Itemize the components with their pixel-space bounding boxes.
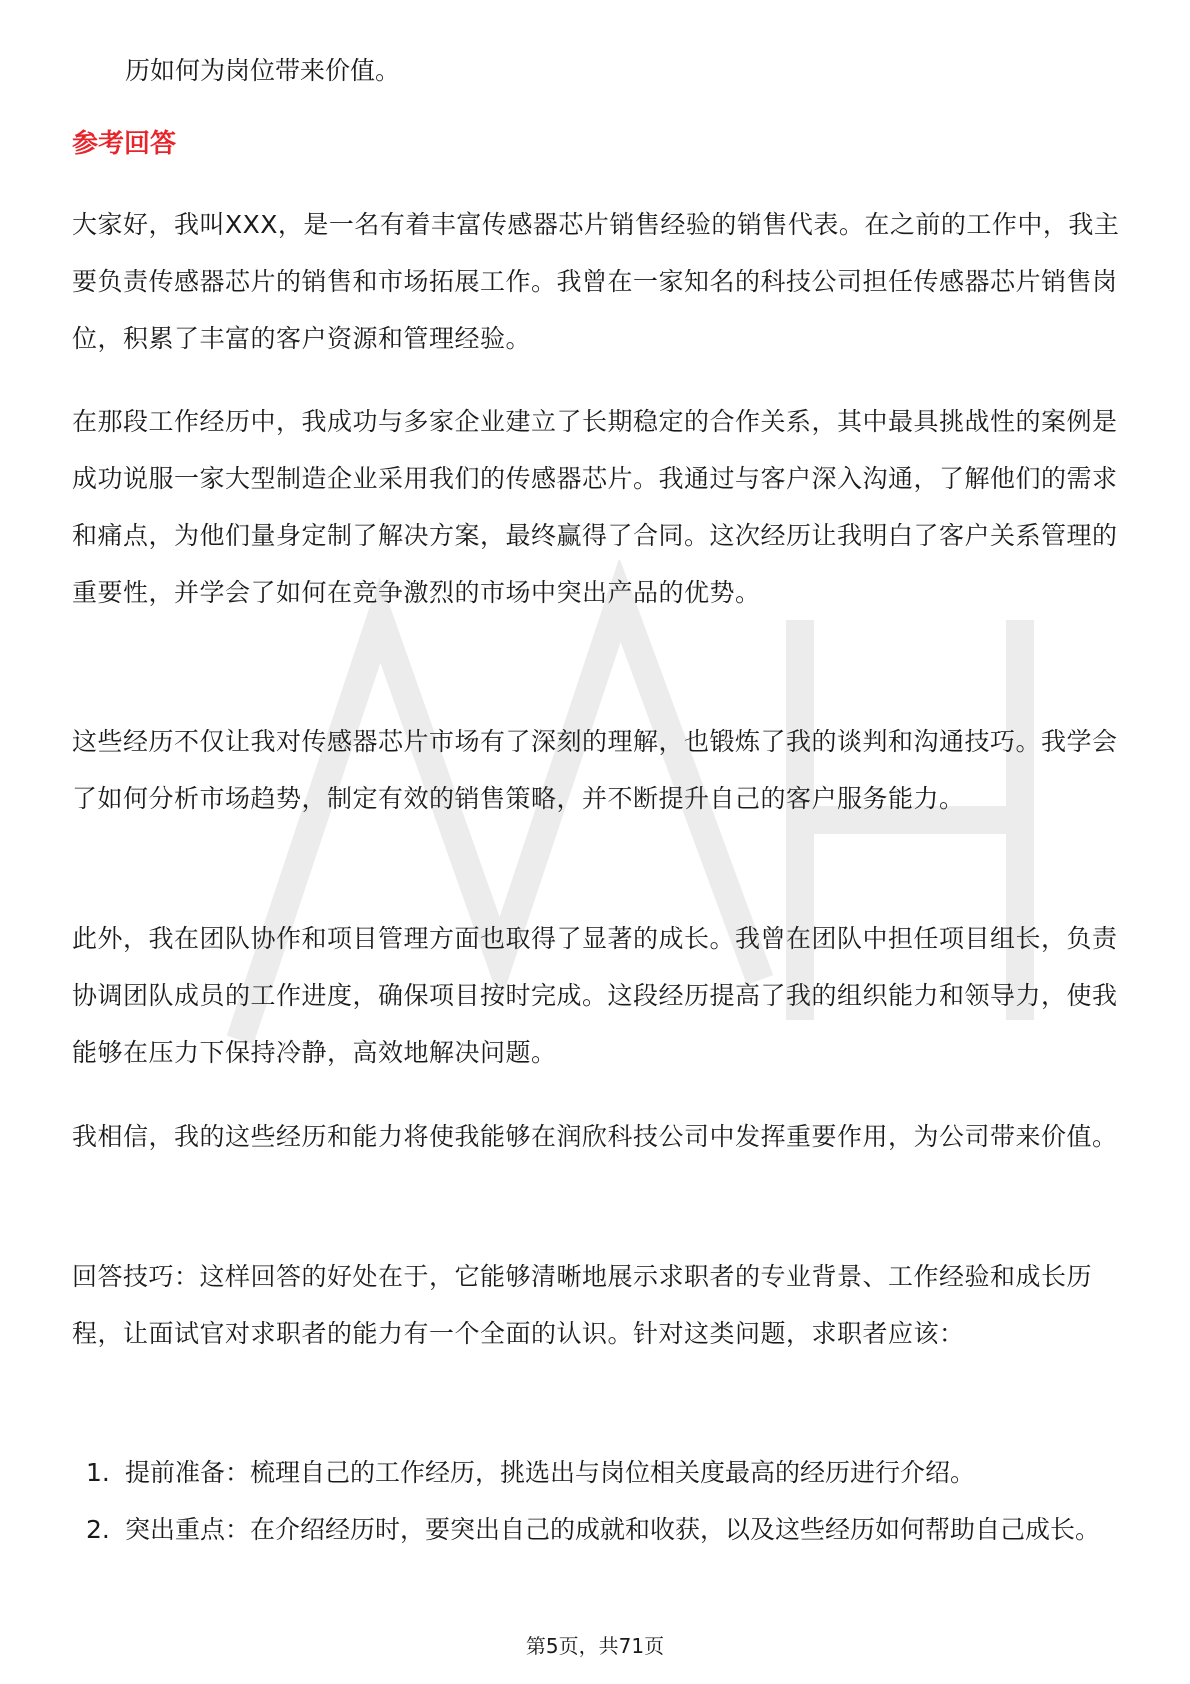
paragraph-skills: 这些经历不仅让我对传感器芯片市场有了深刻的理解，也锻炼了我的谈判和沟通技巧。我学会了如何分析市场趋势，制定有效的销售策略，并不断提升自己的客户服务能力。 xyxy=(72,727,1118,813)
list-item xyxy=(72,1501,1122,1558)
list-item-number: 1. xyxy=(86,1458,110,1487)
list-item-text: 提前准备：梳理自己的工作经历，挑选出与岗位相关度最高的经历进行介绍。 xyxy=(125,1458,976,1487)
paragraph-tips: 回答技巧：这样回答的好处在于，它能够清晰地展示求职者的专业背景、工作经验和成长历程，让面试官对求职者的能力有一个全面的认识。针对这类问题，求职者应该： xyxy=(72,1262,1093,1348)
paragraph-teamwork: 此外，我在团队协作和项目管理方面也取得了显著的成长。我曾在团队中担任项目组长，负责协调团队成员的工作进度，确保项目按时完成。这段经历提高了我的组织能力和领导力，使我能够在压力下保持冷静，高效地解决问题。 xyxy=(72,924,1118,1067)
list-item xyxy=(72,1444,1122,1501)
paragraph-intro: 大家好，我叫XXX，是一名有着丰富传感器芯片销售经验的销售代表。在之前的工作中，我主要负责传感器芯片的销售和市场拓展工作。我曾在一家知名的科技公司担任传感器芯片销售岗位，积累了丰富的客户资源和管理经验。 xyxy=(72,210,1120,353)
paragraph-conclusion: 我相信，我的这些经历和能力将使我能够在润欣科技公司中发挥重要作用，为公司带来价值。 xyxy=(72,1122,1118,1151)
continuation-line: 历如何为岗位带来价值。 xyxy=(125,56,401,85)
paragraph-experience: 在那段工作经历中，我成功与多家企业建立了长期稳定的合作关系，其中最具挑战性的案例是成功说服一家大型制造企业采用我们的传感器芯片。我通过与客户深入沟通，了解他们的需求和痛点，为他们量身定制了解决方案，最终赢得了合同。这次经历让我明白了客户关系管理的重要性，并学会了如何在竞争激烈的市场中突出产品的优势。 xyxy=(72,407,1118,607)
list-item-number: 2. xyxy=(86,1515,110,1544)
section-title: 参考回答 xyxy=(72,129,177,159)
list-item-text: 突出重点：在介绍经历时，要突出自己的成就和收获，以及这些经历如何帮助自己成长。 xyxy=(125,1515,1101,1544)
tips-list xyxy=(72,1444,1122,1558)
page-footer: 第5页，共71页 xyxy=(525,1634,665,1658)
